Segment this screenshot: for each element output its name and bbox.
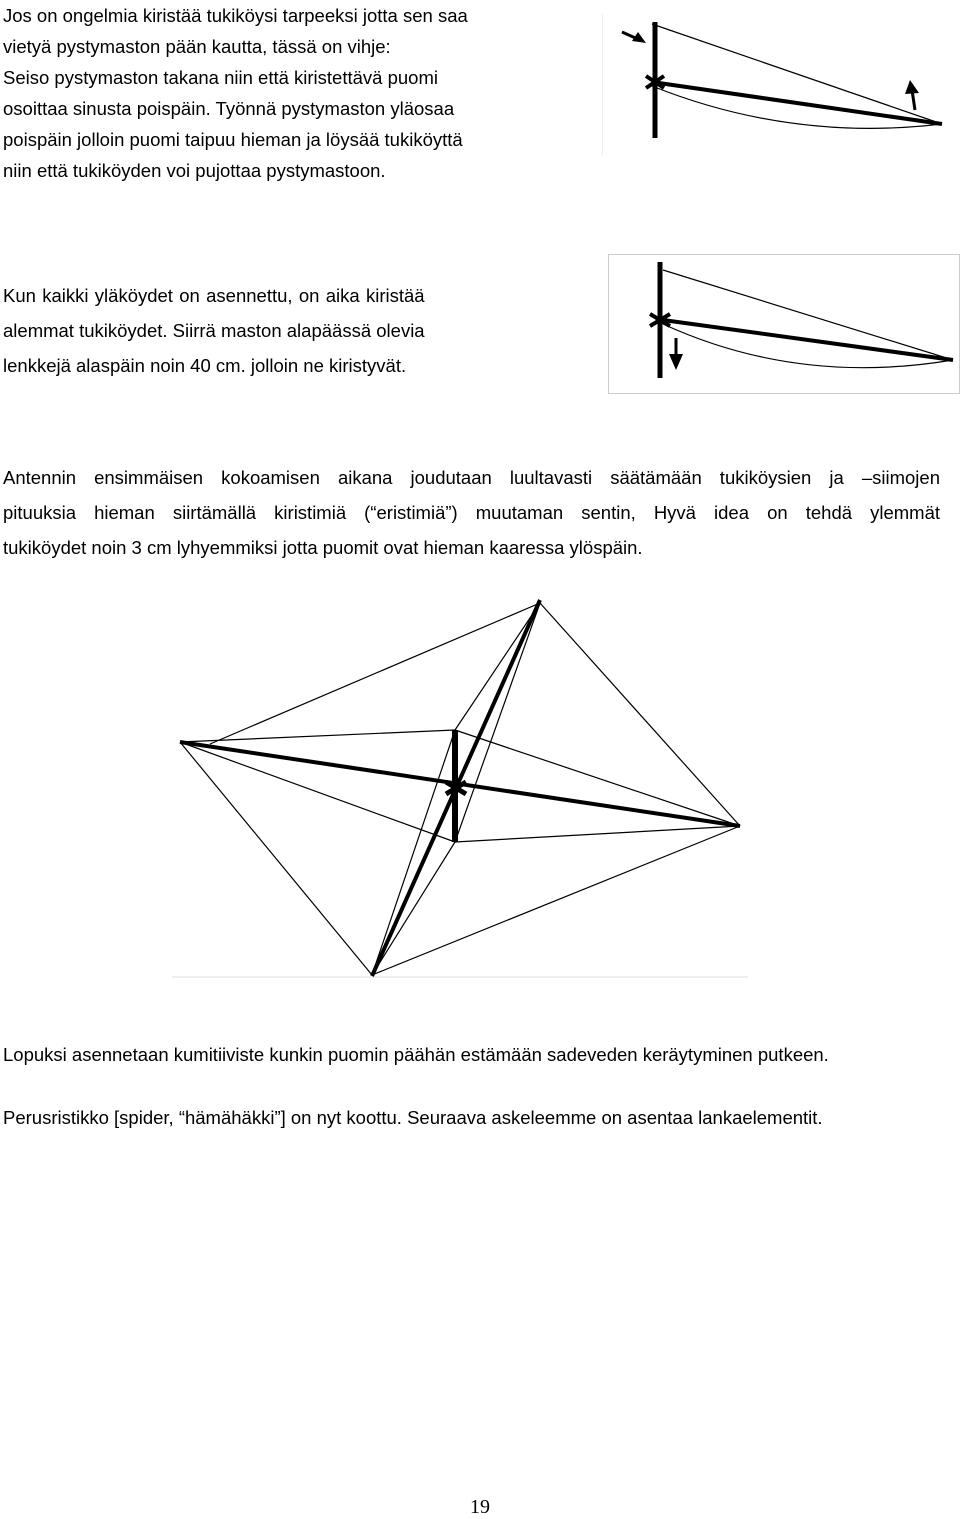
paragraph-spider-done: Perusristikko [spider, “hämähäkki”] on nyt koottu. Seuraava askeleemme on asentaa lankaelementit. [3, 1107, 823, 1128]
guy-rope [210, 603, 540, 744]
paragraph-rubber-seal: Lopuksi asennetaan kumitiiviste kunkin puomin päähän estämään sadeveden keräytyminen putkeen. [3, 1044, 829, 1065]
text-line: poispäin jolloin puomi taipuu hieman ja löysää tukiköyttä [3, 129, 463, 150]
text-line: lenkkejä alaspäin noin 40 cm. jolloin ne kiristyvät. [3, 355, 407, 376]
text-line: Kun kaikki yläköydet on asennettu, on aika kiristää [3, 285, 425, 306]
guy-rope [455, 603, 540, 842]
loop-lowering-diagram [608, 254, 960, 394]
mast-push-diagram [602, 14, 948, 156]
guy-rope [455, 826, 740, 842]
guy-rope [180, 730, 455, 742]
text-line: Antennin ensimmäisen kokoamisen aikana joudutaan luultavasti säätämään tukiköysien ja –siimojen [3, 467, 940, 488]
boom-lower-curve [652, 86, 942, 128]
spider-frame-diagram [172, 596, 752, 982]
text-line: Jos on ongelmia kiristää tukiköysi tarpeeksi jotta sen saa [3, 5, 468, 26]
paragraph-push-mast-tip [3, 0, 468, 186]
paragraph-adjustment [3, 460, 940, 565]
text-line: alemmat tukiköydet. Siirrä maston alapäässä olevia [3, 320, 425, 341]
text-line: pituuksia hieman siirtämällä kiristimiä (“eristimiä”) muutaman sentin, Hyvä idea on tehdä ylemmät [3, 502, 940, 523]
guy-rope [372, 730, 455, 975]
boom-lower-curve [663, 324, 953, 368]
text-line: Seiso pystymaston takana niin että kiristettävä puomi [3, 67, 438, 88]
page-number: 19 [470, 1496, 490, 1518]
boom [652, 82, 942, 124]
up-arrow-icon [905, 80, 919, 94]
upper-guy-rope [663, 270, 953, 360]
down-arrow-icon [669, 354, 683, 370]
upper-guy-rope [652, 24, 942, 124]
guy-rope [372, 842, 455, 975]
guy-rope [455, 603, 540, 730]
text-line: vietyä pystymaston pään kautta, tässä on vihje: [3, 36, 391, 57]
text-line: niin että tukiköyden voi pujottaa pystymastoon. [3, 160, 386, 181]
text-line: osoittaa sinusta poispäin. Työnnä pystymaston yläosaa [3, 98, 455, 119]
paragraph-lower-ropes [3, 278, 425, 383]
boom [663, 320, 953, 360]
text-line: tukiköydet noin 3 cm lyhyemmiksi jotta puomit ovat hieman kaaressa ylöspäin. [3, 537, 643, 558]
